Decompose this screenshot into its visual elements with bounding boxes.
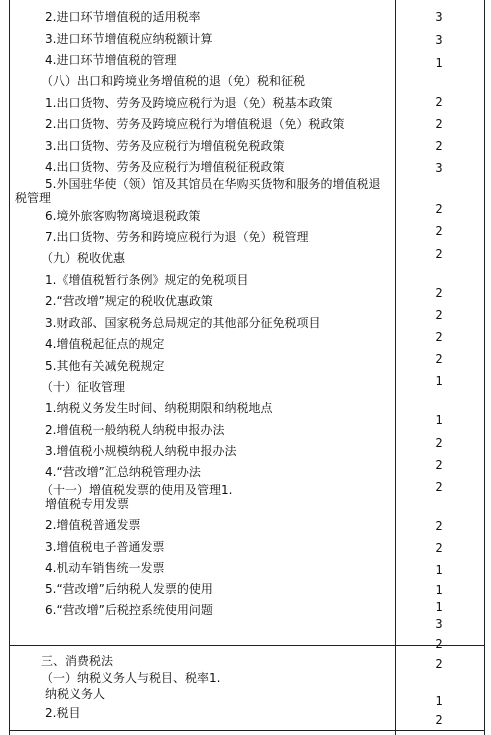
- level-value: 2: [435, 308, 443, 322]
- section-heading: （九）税收优惠: [41, 251, 126, 265]
- level-value: 1: [435, 56, 443, 70]
- content-line: 3.财政部、国家税务总局规定的其他部分征免税项目: [45, 316, 321, 330]
- content-line: 4.增值税起征点的规定: [45, 337, 165, 351]
- content-line: 1.纳税义务发生时间、纳税期限和纳税地点: [45, 401, 273, 415]
- level-value: 2: [435, 139, 443, 153]
- section-heading: （十）征收管理: [41, 380, 126, 394]
- section-heading: （十一）增值税发票的使用及管理1.: [41, 483, 233, 497]
- content-line: 3.增值税电子普通发票: [45, 540, 165, 554]
- table-column-divider: [395, 0, 396, 735]
- level-value: 2: [435, 541, 443, 555]
- section-heading: （八）出口和跨境业务增值税的退（免）税和征税: [41, 74, 306, 88]
- level-value: 2: [435, 458, 443, 472]
- level-value: 2: [435, 247, 443, 261]
- level-value: 2: [435, 224, 443, 238]
- level-value: 1: [435, 694, 443, 708]
- level-value: 3: [435, 33, 443, 47]
- level-value: 3: [435, 161, 443, 175]
- content-line: 4.“营改增”汇总纳税管理办法: [45, 465, 201, 479]
- content-line: 7.出口货物、劳务和跨境应税行为退（免）税管理: [45, 230, 309, 244]
- level-value: 1: [435, 374, 443, 388]
- content-line: 1.《增值税暂行条例》规定的免税项目: [45, 273, 249, 287]
- content-line: 2.增值税普通发票: [45, 518, 141, 532]
- content-line: 4.出口货物、劳务及应税行为增值税征税政策: [45, 160, 285, 174]
- content-line: 2.税目: [45, 706, 81, 720]
- content-line: 2.出口货物、劳务及跨境应税行为增值税退（免）税政策: [45, 117, 345, 131]
- content-line: 5.“营改增”后纳税人发票的使用: [45, 582, 213, 596]
- content-line: 4.机动车销售统一发票: [45, 561, 165, 575]
- level-value: 3: [435, 10, 443, 24]
- level-value: 2: [435, 436, 443, 450]
- level-value: 3: [435, 617, 443, 631]
- level-value: 2: [435, 202, 443, 216]
- content-line: 纳税义务人: [45, 687, 106, 701]
- row-divider: [9, 645, 485, 646]
- content-line: 增值税专用发票: [45, 497, 130, 511]
- level-value: 2: [435, 95, 443, 109]
- level-value: 1: [435, 563, 443, 577]
- level-value: 2: [435, 713, 443, 727]
- level-value: 1: [435, 413, 443, 427]
- level-value: 1: [435, 583, 443, 597]
- content-line: 2.增值税一般纳税人纳税申报办法: [45, 423, 225, 437]
- level-value: 2: [435, 637, 443, 651]
- level-value: 2: [435, 330, 443, 344]
- content-line: 6.境外旅客购物离境退税政策: [45, 209, 201, 223]
- chapter-heading: 三、消费税法: [41, 654, 114, 668]
- content-line: 4.进口环节增值税的管理: [45, 53, 177, 67]
- content-line: 1.出口货物、劳务及跨境应税行为退（免）税基本政策: [45, 96, 333, 110]
- content-line: 5.其他有关减免税规定: [45, 359, 165, 373]
- table-bottom-border: [9, 730, 485, 731]
- level-value: 2: [435, 352, 443, 366]
- level-value: 2: [435, 657, 443, 671]
- level-value: 2: [435, 286, 443, 300]
- level-value: 2: [435, 480, 443, 494]
- content-line: 6.“营改增”后税控系统使用问题: [45, 603, 213, 617]
- section-heading: （一）纳税义务人与税目、税率1.: [41, 671, 221, 685]
- level-value: 1: [435, 600, 443, 614]
- content-line: 3.出口货物、劳务及应税行为增值税免税政策: [45, 139, 285, 153]
- table-left-border: [9, 0, 10, 735]
- table-right-border: [484, 0, 485, 735]
- content-line: 3.增值税小规模纳税人纳税申报办法: [45, 444, 237, 458]
- content-line: 2.“营改增”规定的税收优惠政策: [45, 294, 213, 308]
- level-value: 2: [435, 519, 443, 533]
- content-line: 税管理: [15, 191, 52, 205]
- content-line: 3.进口环节增值税应纳税额计算: [45, 32, 213, 46]
- content-line: 5.外国驻华使（领）馆及其馆员在华购买货物和服务的增值税退: [45, 177, 381, 191]
- level-value: 2: [435, 117, 443, 131]
- content-line: 2.进口环节增值税的适用税率: [45, 10, 201, 24]
